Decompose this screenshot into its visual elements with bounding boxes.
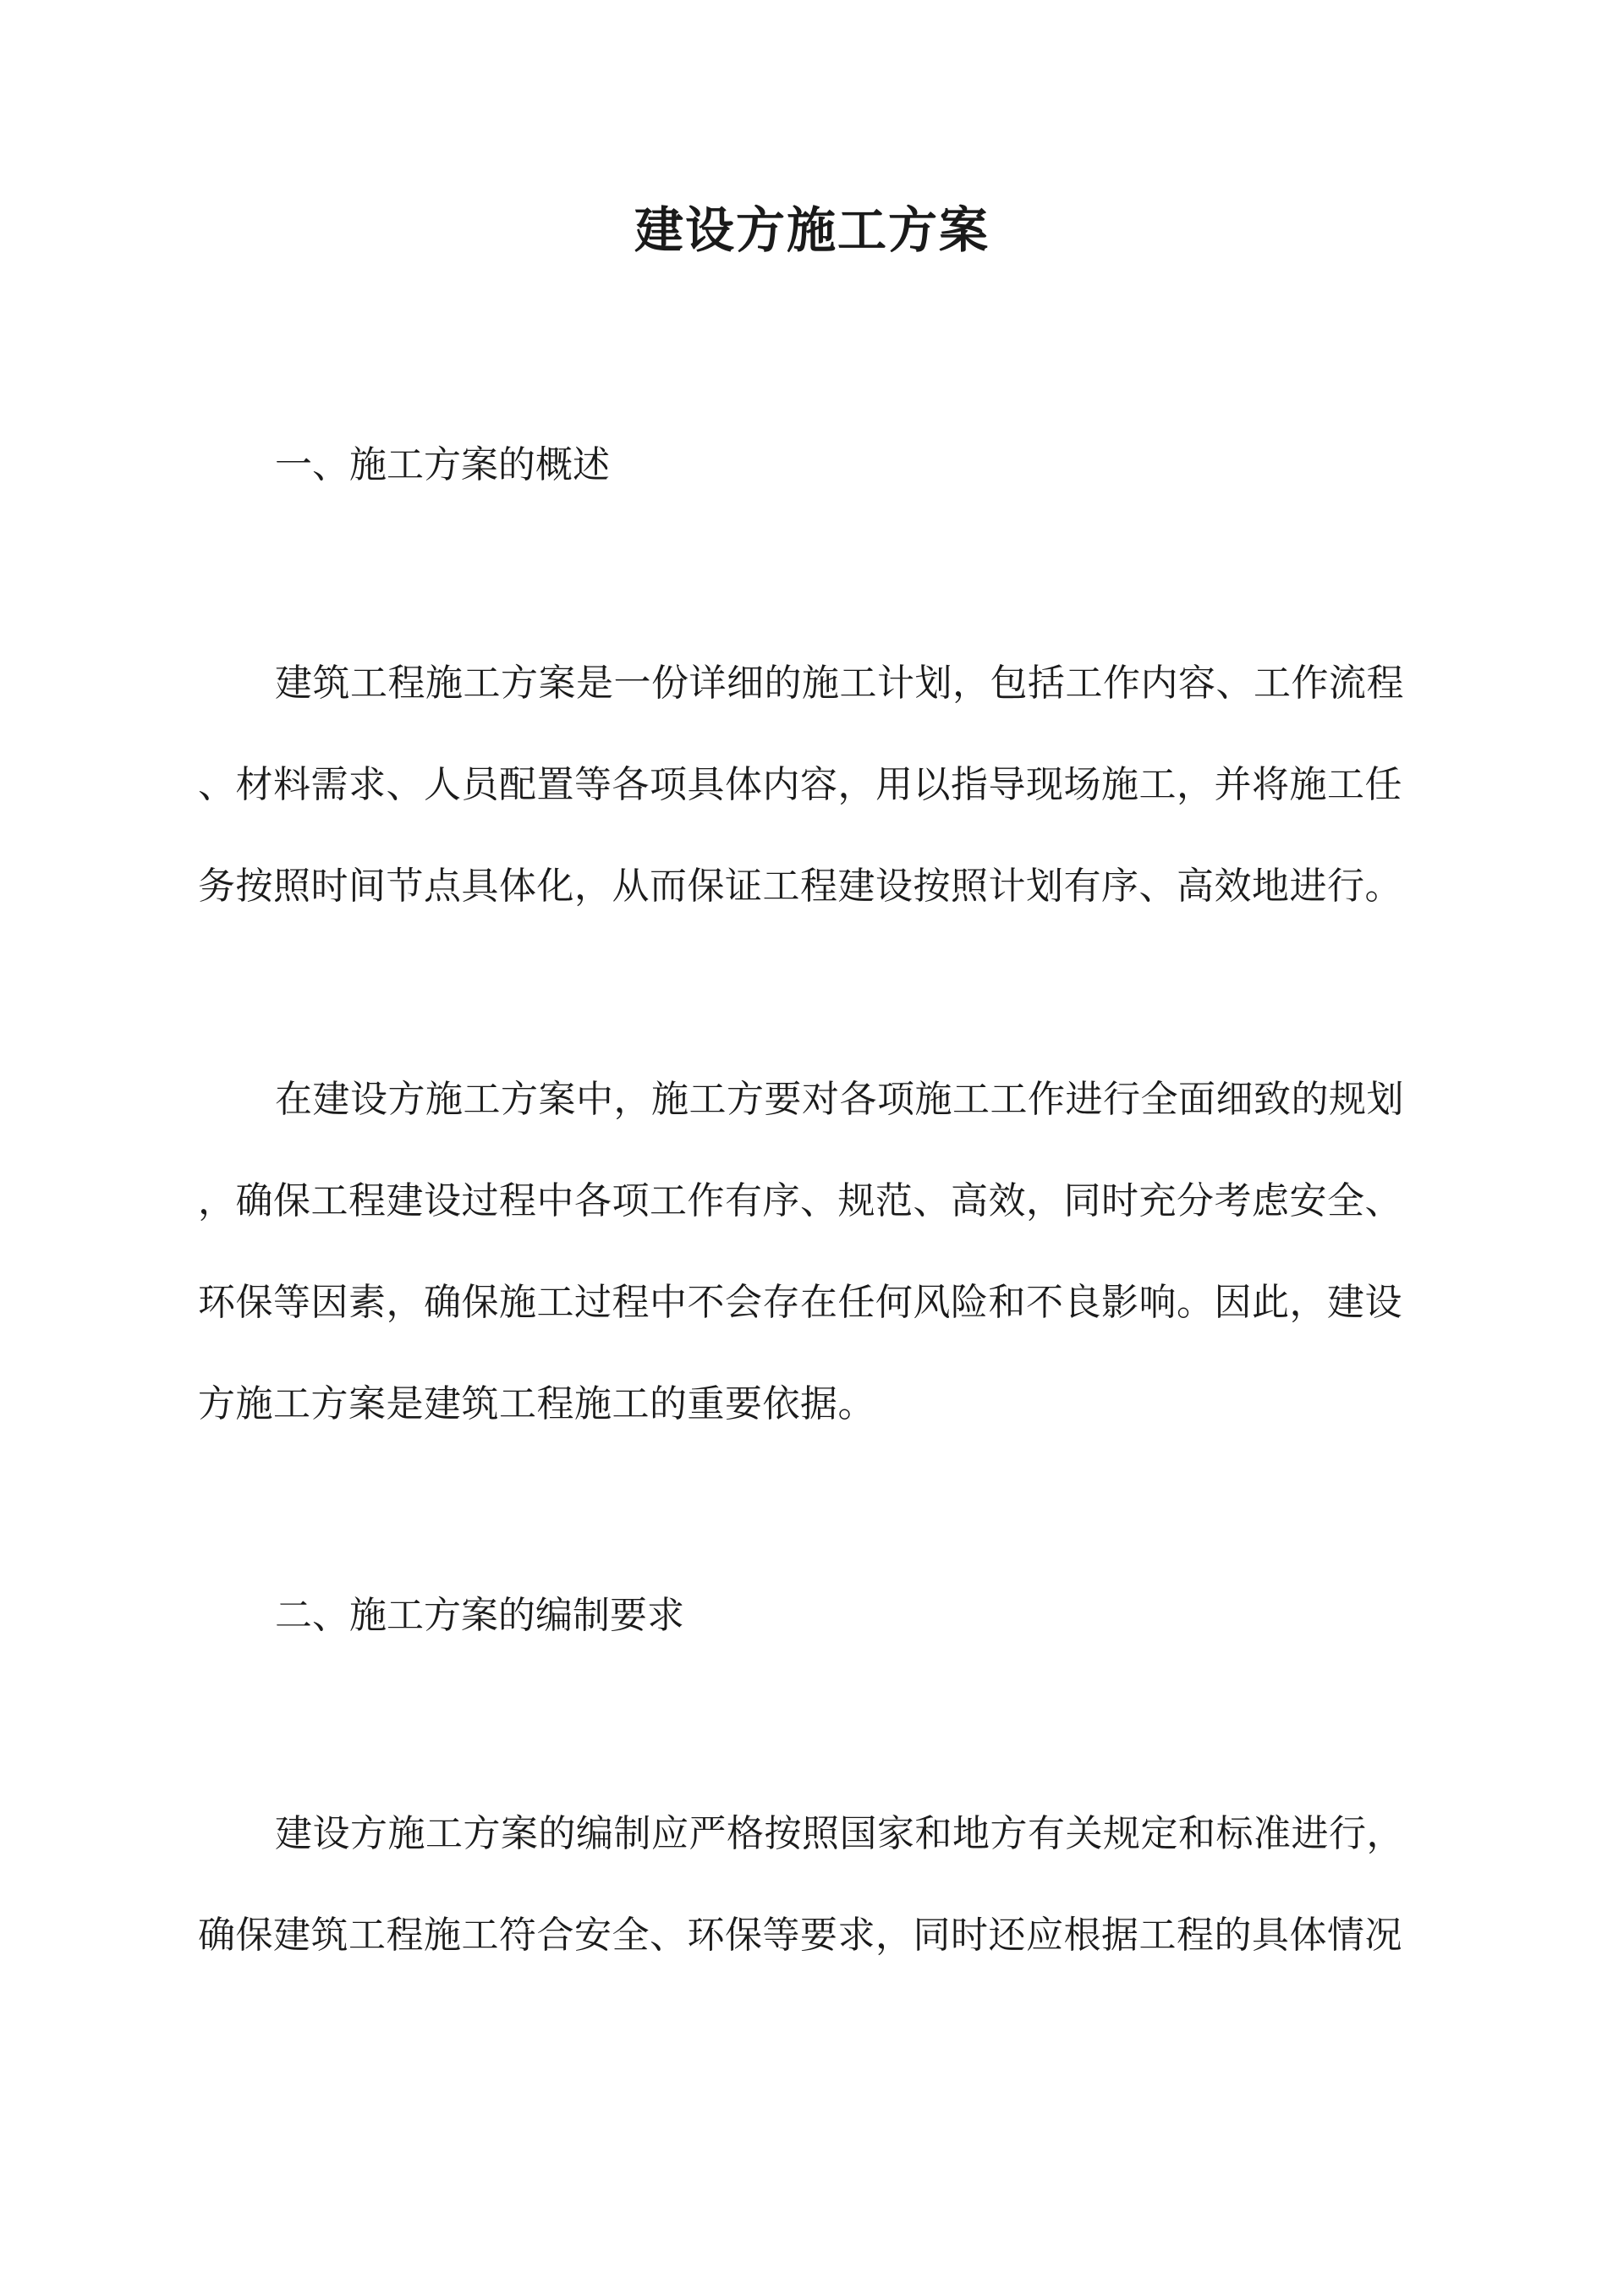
section-heading-overview: 一、施工方案的概述: [275, 443, 610, 486]
paragraph-line: 、材料需求、人员配置等各项具体内容，用以指导现场施工，并将施工任: [198, 763, 1402, 806]
paragraph-line: 建设方施工方案的编制应严格按照国家和地方有关规定和标准进行，: [275, 1812, 1404, 1855]
document-title: 建设方施工方案: [634, 201, 990, 259]
section-heading-requirements: 二、施工方案的编制要求: [275, 1594, 684, 1637]
paragraph-line: 在建设方施工方案中，施工方要对各项施工工作进行全面细致的规划: [275, 1078, 1404, 1121]
paragraph-line: 确保建筑工程施工符合安全、环保等要求，同时还应根据工程的具体情况: [198, 1914, 1402, 1957]
paragraph-line: ，确保工程建设过程中各项工作有序、规范、高效，同时充分考虑安全、: [198, 1179, 1402, 1222]
paragraph-line: 务按照时间节点具体化，从而保证工程建设按照计划有序、高效地进行。: [198, 865, 1402, 908]
paragraph-line: 方施工方案是建筑工程施工的重要依据。: [198, 1382, 875, 1425]
paragraph-line: 建筑工程施工方案是一份详细的施工计划，包括工作内容、工作流程: [275, 662, 1404, 705]
paragraph-line: 环保等因素，确保施工过程中不会存在任何风险和不良影响。因此，建设: [198, 1281, 1402, 1324]
